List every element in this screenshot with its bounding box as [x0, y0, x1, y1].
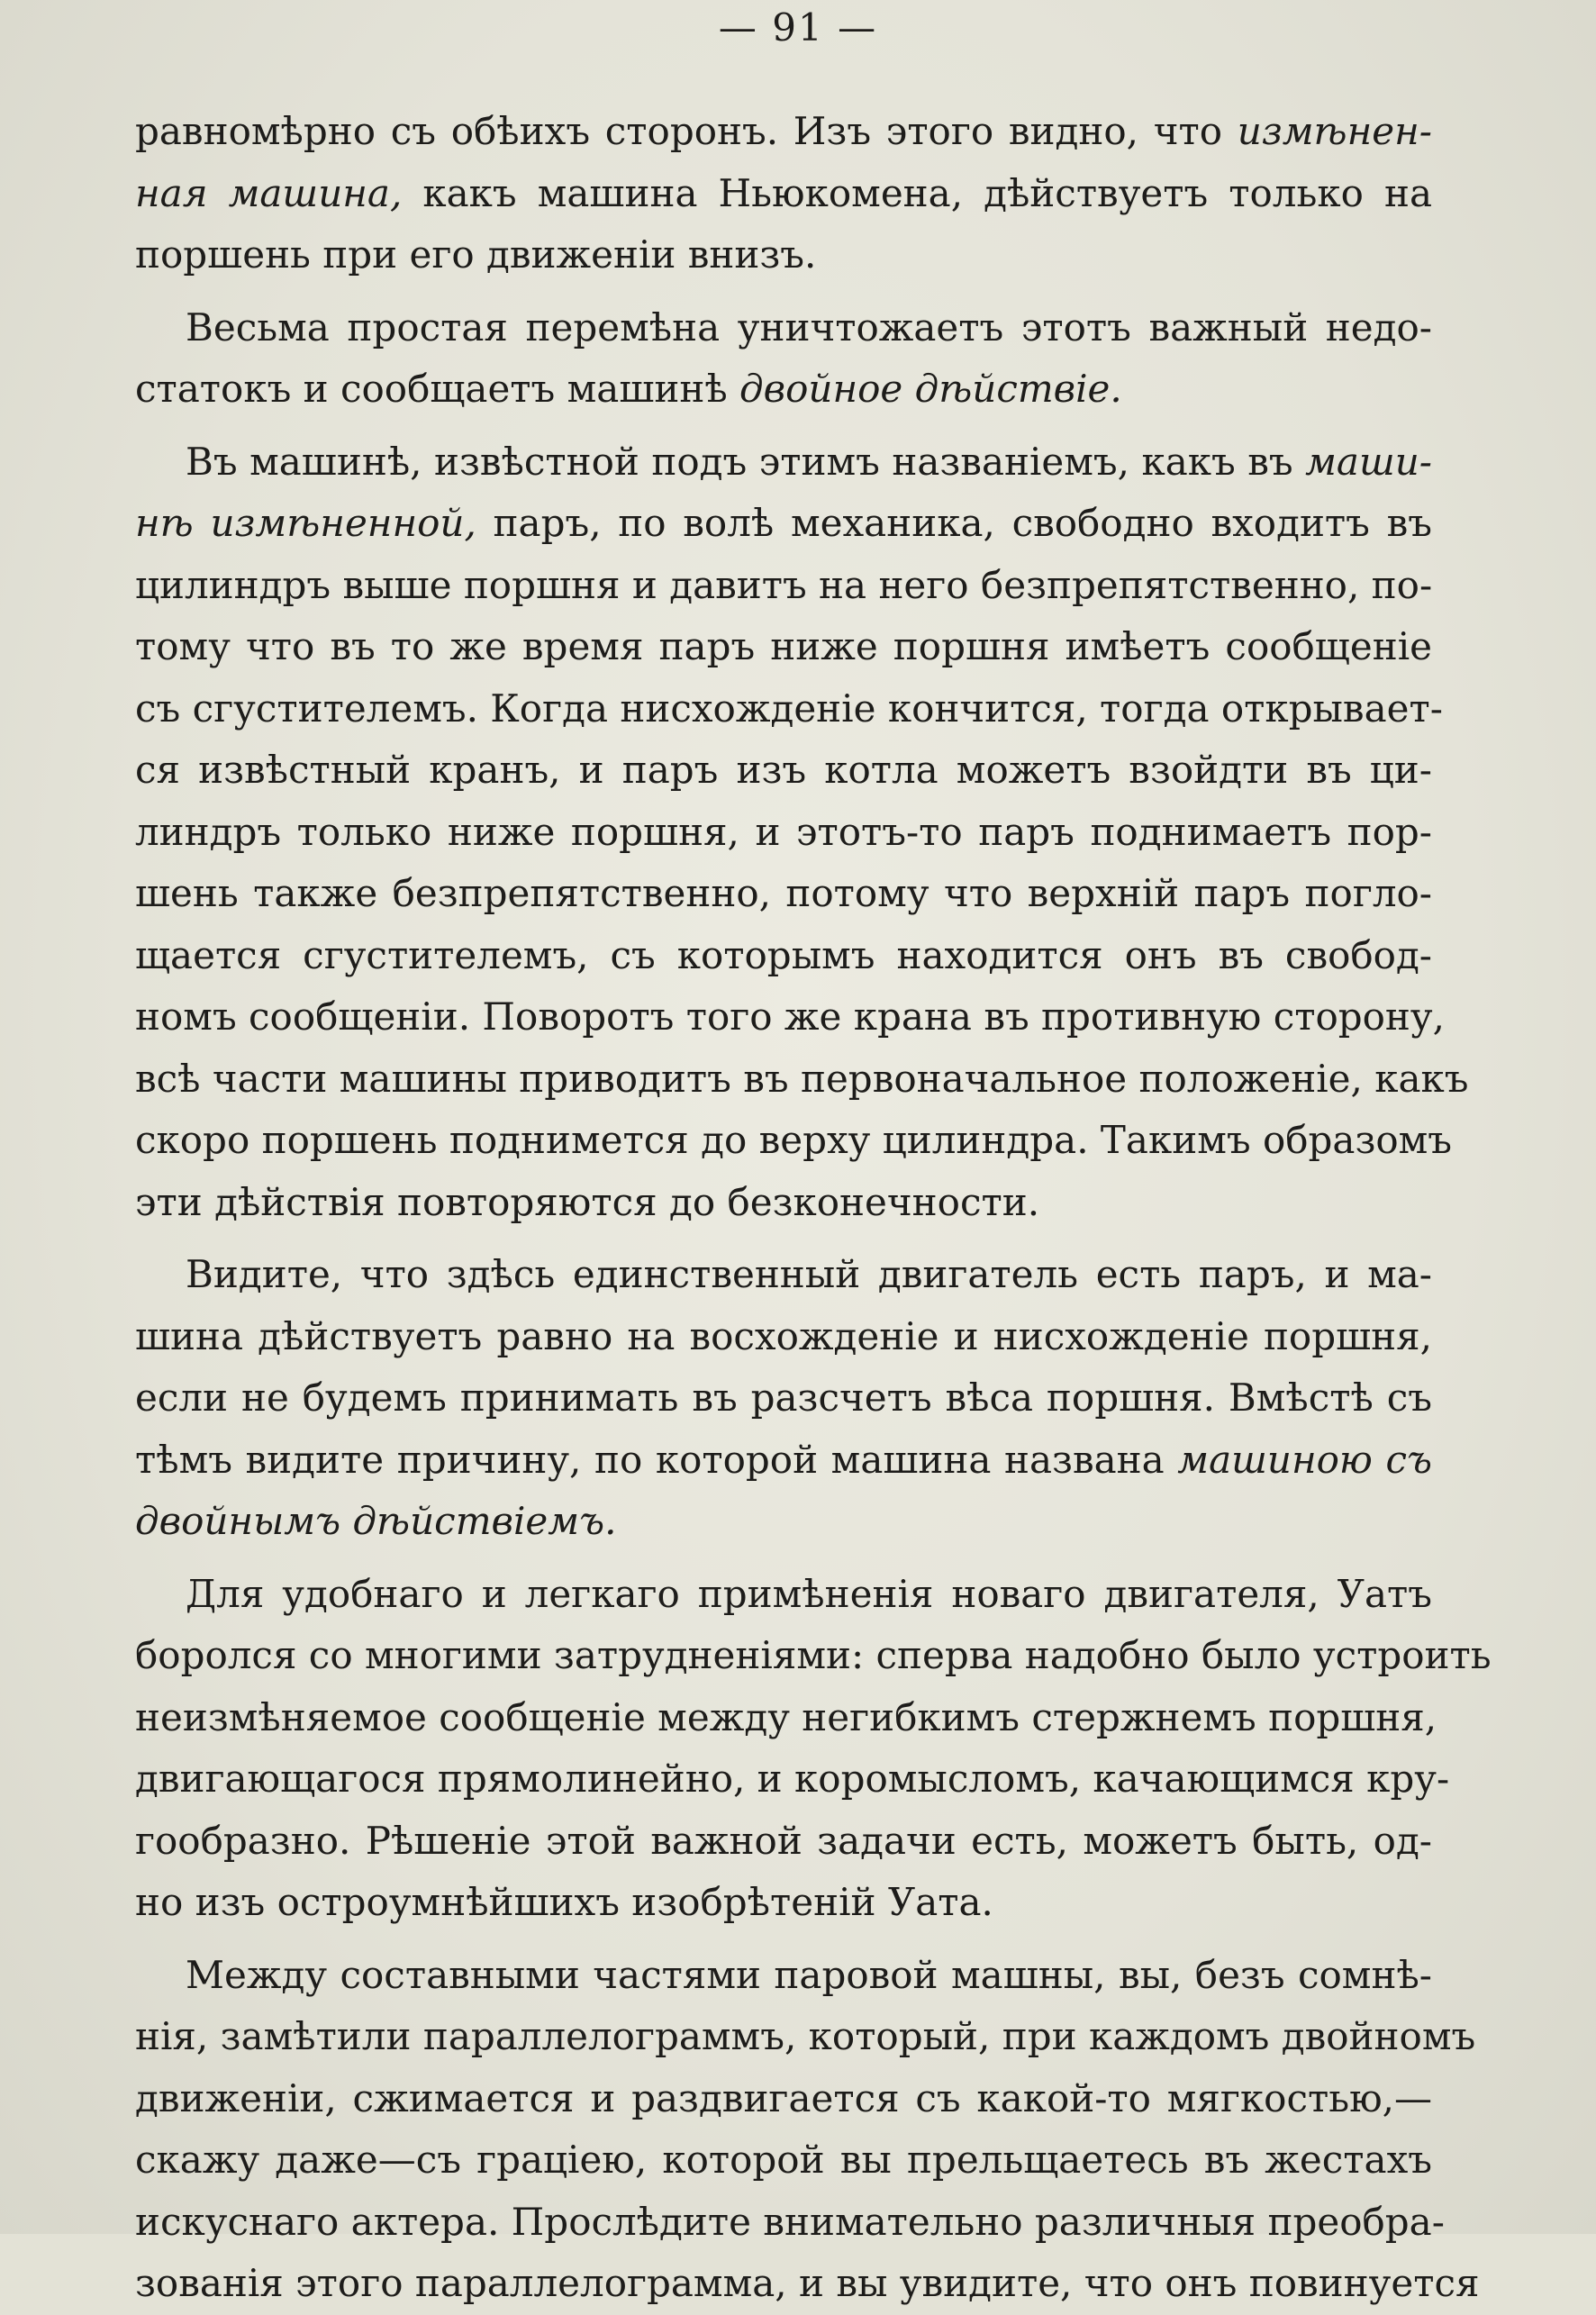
text-segment: скажу даже—съ граціею, которой вы прельщаетесь въ жестахъ — [135, 2138, 1432, 2182]
paragraph — [135, 297, 1432, 421]
text-line — [135, 1049, 1469, 1111]
text-line — [135, 1491, 1432, 1553]
text-line — [135, 802, 1432, 864]
text-line — [135, 224, 1432, 286]
paragraph — [135, 1945, 1480, 2315]
paragraph — [135, 431, 1469, 1234]
text-line — [135, 1244, 1432, 1306]
paragraph-gap — [135, 1233, 1432, 1244]
text-line — [135, 2192, 1445, 2254]
paragraph — [135, 1564, 1492, 1934]
page-number: — 91 — — [718, 5, 878, 50]
text-segment: тѣмъ видите причину, по которой машина названа — [135, 1437, 1178, 1482]
text-line — [135, 1625, 1492, 1687]
text-line — [135, 1564, 1432, 1626]
text-line — [135, 163, 1432, 225]
text-line — [135, 101, 1432, 163]
paragraph-gap — [135, 286, 1432, 297]
text-segment: зованія этого параллелограмма, и вы увидите, что онъ повинуется — [135, 2261, 1480, 2305]
text-segment: Для удобнаго и легкаго примѣненія новаго двигателя, Уатъ — [186, 1571, 1432, 1616]
paragraph — [135, 101, 1432, 286]
text-line — [135, 1172, 1432, 1234]
text-segment: поршень при его движеніи внизъ. — [135, 232, 817, 277]
text-segment: скоро поршень поднимется до верху цилиндра. Такимъ образомъ — [135, 1118, 1453, 1162]
text-segment: Видите, что здѣсь единственный двигатель есть паръ, и ма- — [186, 1252, 1432, 1296]
text-segment: щается сгустителемъ, съ которымъ находится онъ въ свобод- — [135, 932, 1432, 977]
text-line — [135, 863, 1432, 925]
text-line — [135, 2129, 1432, 2192]
text-line — [135, 2068, 1432, 2130]
text-segment: Въ машинѣ, извѣстной подъ этимъ названіемъ, какъ въ — [186, 439, 1306, 484]
italic-text: ная машина, — [135, 170, 403, 215]
text-line — [135, 1811, 1432, 1873]
text-segment: Между составными частями паровой машны, вы, безъ сомнѣ- — [186, 1952, 1432, 1997]
text-segment: тому что въ то же время паръ ниже поршня имѣетъ сообщеніе — [135, 624, 1432, 668]
paragraph-gap — [135, 421, 1432, 431]
text-segment: двигающагося прямолинейно, и коромысломъ, качающимся кру- — [135, 1757, 1450, 1801]
text-segment: номъ сообщеніи. Поворотъ того же крана въ противную сторону, — [135, 994, 1445, 1039]
text-line — [135, 1430, 1432, 1492]
text-segment: эти дѣйствія повторяются до безконечности. — [135, 1179, 1040, 1224]
text-line — [135, 493, 1432, 555]
italic-text: маши- — [1305, 439, 1432, 484]
text-segment: искуснаго актера. Прослѣдите внимательно различныя преобра- — [135, 2199, 1445, 2244]
text-segment: всѣ части машины приводитъ въ первоначальное положеніе, какъ — [135, 1056, 1469, 1101]
text-line — [135, 2006, 1476, 2068]
text-segment: шина дѣйствуетъ равно на восхожденіе и нисхожденіе поршня, — [135, 1313, 1432, 1358]
text-segment: статокъ и сообщаетъ машинѣ — [135, 367, 740, 411]
paragraph-gap — [135, 1934, 1432, 1945]
text-line — [135, 2253, 1480, 2315]
text-line — [135, 1306, 1432, 1368]
text-segment: неизмѣняемое сообщеніе между негибкимъ стержнемъ поршня, — [135, 1694, 1437, 1739]
text-line — [135, 1110, 1453, 1172]
text-segment: если не будемъ принимать въ разсчетъ вѣса поршня. Вмѣстѣ съ — [135, 1375, 1432, 1420]
text-segment: съ сгустителемъ. Когда нисхожденіе кончится, тогда открывает- — [135, 685, 1443, 731]
text-line — [135, 297, 1432, 359]
text-segment: цилиндръ выше поршня и давитъ на него безпрепятственно, по- — [135, 562, 1433, 607]
text-line — [135, 1687, 1437, 1749]
italic-text: нѣ измѣненной, — [135, 501, 476, 545]
body-text — [135, 101, 1492, 2315]
text-segment: нія, замѣтили параллелограммъ, который, при каждомъ двойномъ — [135, 2014, 1476, 2058]
text-line — [135, 1367, 1432, 1430]
italic-text: двойное дѣйствіе. — [739, 367, 1122, 411]
text-segment: движеніи, сжимается и раздвигается съ какой-то мягкостью,— — [135, 2075, 1432, 2120]
text-segment: паръ, по волѣ механика, свободно входитъ въ — [476, 501, 1432, 545]
text-line — [135, 925, 1432, 987]
italic-text: двойнымъ дѣйствіемъ. — [135, 1499, 617, 1543]
text-segment: равномѣрно съ обѣихъ сторонъ. Изъ этого видно, что — [135, 109, 1238, 153]
text-segment: боролся со многими затрудненіями: сперва надобно было устроить — [135, 1633, 1492, 1677]
text-line — [135, 1872, 1432, 1934]
text-line — [135, 616, 1432, 678]
paragraph-gap — [135, 1553, 1432, 1564]
text-line — [135, 555, 1432, 617]
italic-text: машиною съ — [1177, 1437, 1432, 1482]
text-segment: гообразно. Рѣшеніе этой важной задачи есть, можетъ быть, од- — [135, 1818, 1432, 1863]
text-segment: какъ машина Ньюкомена, дѣйствуетъ только на — [402, 170, 1432, 215]
text-line — [135, 986, 1445, 1049]
text-segment: Весьма простая перемѣна уничтожаетъ этотъ важный недо- — [186, 304, 1432, 350]
text-segment: шень также безпрепятственно, потому что верхній паръ погло- — [135, 871, 1432, 915]
text-segment: но изъ остроумнѣйшихъ изобрѣтеній Уата. — [135, 1880, 993, 1924]
italic-text: измѣнен- — [1237, 109, 1432, 153]
text-line — [135, 431, 1432, 494]
text-line — [135, 1945, 1432, 2007]
text-line — [135, 1748, 1450, 1811]
text-segment: ся извѣстный кранъ, и паръ изъ котла можетъ взойдти въ ци- — [135, 748, 1432, 792]
text-segment: линдръ только ниже поршня, и этотъ-то паръ поднимаетъ пор- — [135, 809, 1432, 854]
text-line — [135, 359, 1432, 421]
text-line — [135, 740, 1432, 802]
text-line — [135, 678, 1443, 740]
paragraph — [135, 1244, 1432, 1553]
